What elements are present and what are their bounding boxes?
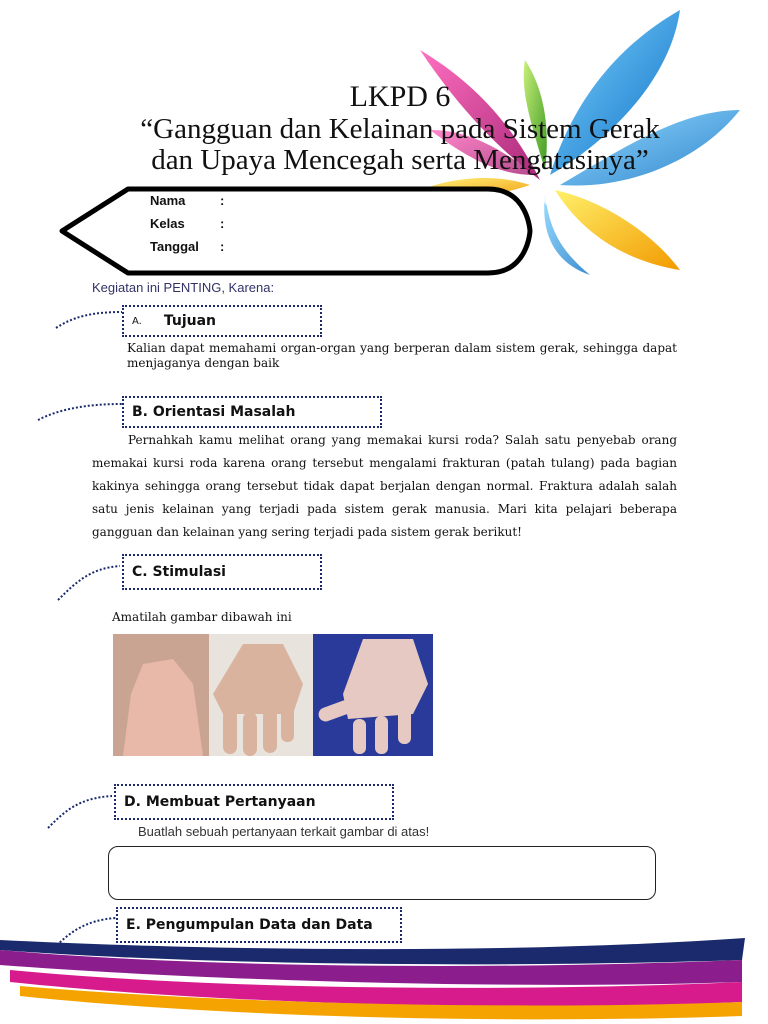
- identity-box-outline: [58, 185, 533, 277]
- date-label: Tanggal: [150, 239, 199, 254]
- connector-c: [56, 562, 122, 602]
- section-d-body: Buatlah sebuah pertanyaan terkait gambar di atas!: [138, 824, 430, 839]
- date-colon: :: [220, 239, 225, 254]
- worksheet-title-line2: dan Upaya Mencegah serta Mengatasinya”: [151, 144, 649, 176]
- section-e-label: E. Pengumpulan Data dan Data: [126, 917, 373, 933]
- section-b-body: Pernahkah kamu melihat orang yang memakai kursi roda? Salah satu penyebab orang memakai kursi roda karena orang tersebut mengalami frakturan (patah tulang) pada bagian kakinya sehingga orang tersebut tidak dapat berjalan dengan normal. Fraktura adalah salah satu jenis kelainan yang terjadi pada sistem gerak manusia. Mari kita pelajari beberapa gangguan dan kelainan yang sering terjadi pada sistem gerak berikut!: [92, 433, 677, 539]
- connector-a: [54, 308, 124, 330]
- section-b-label: B. Orientasi Masalah: [132, 404, 296, 420]
- name-label: Nama: [150, 193, 186, 208]
- section-b-header: [122, 396, 382, 428]
- intro-text: Kegiatan ini PENTING, Karena:: [92, 280, 275, 295]
- connector-b: [36, 400, 124, 422]
- worksheet-number: LKPD 6: [349, 80, 451, 113]
- section-d-header: [114, 784, 394, 820]
- section-c-header: [122, 554, 322, 590]
- section-c-label: C. Stimulasi: [132, 564, 226, 580]
- class-colon: :: [220, 216, 225, 231]
- section-a-label: Tujuan: [163, 313, 217, 329]
- hand-photos: [113, 634, 433, 756]
- section-c-body: Amatilah gambar dibawah ini: [112, 610, 292, 624]
- connector-d: [46, 792, 114, 830]
- worksheet-title-line1: “Gangguan dan Kelainan pada Sistem Gerak: [140, 113, 660, 145]
- decorative-bottom-swoosh: [0, 920, 768, 1024]
- section-a-header: [122, 305, 322, 337]
- date-row[interactable]: [150, 239, 225, 254]
- name-row[interactable]: [150, 193, 225, 208]
- class-label: Kelas: [150, 216, 185, 231]
- question-answer-box[interactable]: [108, 846, 656, 900]
- section-d-label: D. Membuat Pertanyaan: [124, 794, 316, 810]
- section-a-letter: A.: [132, 315, 142, 327]
- name-colon: :: [220, 193, 225, 208]
- section-a-body: Kalian dapat memahami organ-organ yang berperan dalam sistem gerak, sehingga dapat menjaganya dengan baik: [127, 341, 677, 370]
- class-row[interactable]: [150, 216, 225, 231]
